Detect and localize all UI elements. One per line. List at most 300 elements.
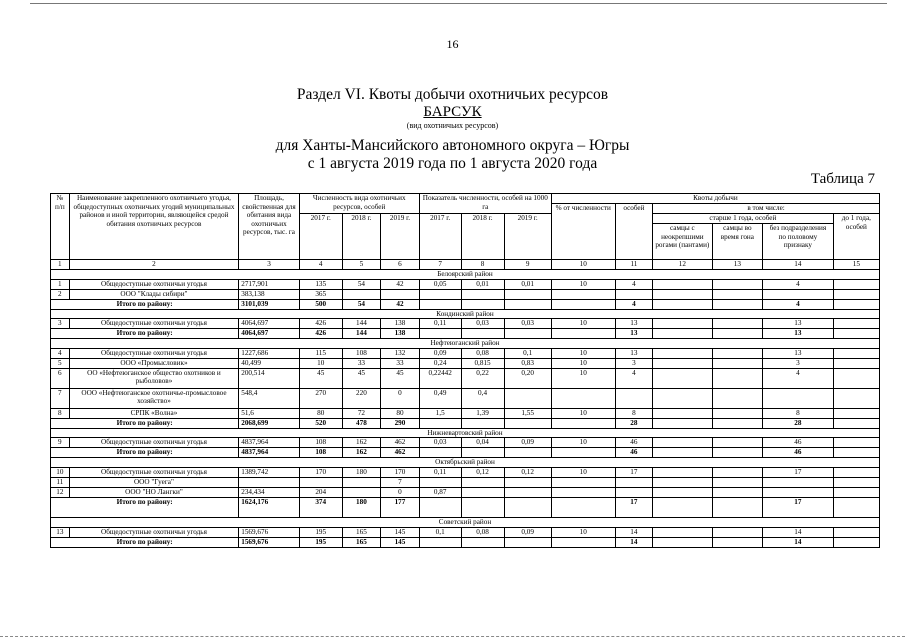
row-num: 12 <box>51 487 70 497</box>
density-2018 <box>461 477 504 487</box>
total-density-2019 <box>504 537 551 547</box>
header-2018-count: 2018 г. <box>342 214 381 260</box>
total-density-2019 <box>504 329 551 339</box>
quota-percent: 10 <box>551 467 615 477</box>
quota-percent: 10 <box>551 358 615 368</box>
area-value: 234,434 <box>239 487 300 497</box>
quota-no-sex <box>763 487 833 497</box>
density-2017: 0,05 <box>419 279 461 289</box>
quota-under1 <box>833 368 879 388</box>
district-total-row <box>51 448 880 458</box>
density-2019: 0,03 <box>504 319 551 329</box>
count-2018: 162 <box>342 438 381 448</box>
total-label: Итого по району: <box>51 537 239 547</box>
count-2017: 204 <box>299 487 342 497</box>
total-area: 4064,697 <box>239 329 300 339</box>
district-row <box>51 270 880 280</box>
table-row <box>51 279 880 289</box>
quota-under1 <box>833 358 879 368</box>
density-2018: 0,12 <box>461 467 504 477</box>
total-count-2017: 195 <box>299 537 342 547</box>
header-2019-count: 2019 г. <box>381 214 420 260</box>
quota-percent <box>551 487 615 497</box>
quota-rut <box>712 279 763 289</box>
quota-males <box>653 477 712 487</box>
total-density-2018 <box>461 537 504 547</box>
column-number: 8 <box>461 260 504 270</box>
region-period-title <box>0 137 905 173</box>
quota-percent: 10 <box>551 368 615 388</box>
quota-rut <box>712 289 763 299</box>
count-2017: 80 <box>299 408 342 418</box>
quota-males <box>653 467 712 477</box>
total-quota-individuals: 46 <box>615 448 652 458</box>
period-line: с 1 августа 2019 года по 1 августа 2020 года <box>307 155 598 172</box>
quota-under1 <box>833 348 879 358</box>
total-percent <box>551 299 615 309</box>
area-value: 548,4 <box>239 388 300 408</box>
density-2017: 0,09 <box>419 348 461 358</box>
quota-individuals: 14 <box>615 527 652 537</box>
hunting-ground-name: ООО "Гуега" <box>69 477 239 487</box>
density-2017: 0,87 <box>419 487 461 497</box>
density-2018: 0,22 <box>461 368 504 388</box>
density-2019: 1,55 <box>504 408 551 418</box>
total-area: 1624,176 <box>239 497 300 517</box>
hunting-ground-name: ООО «Нефтеюганское охотничье-промысловое хозяйство» <box>69 388 239 408</box>
count-2019: 0 <box>381 487 420 497</box>
column-number: 13 <box>712 260 763 270</box>
count-2017: 10 <box>299 358 342 368</box>
total-count-2017: 426 <box>299 329 342 339</box>
total-count-2018: 54 <box>342 299 381 309</box>
count-2019: 33 <box>381 358 420 368</box>
hunting-ground-name: Общедоступные охотничьи угодья <box>69 348 239 358</box>
quota-percent <box>551 477 615 487</box>
quota-individuals <box>615 487 652 497</box>
quota-no-sex <box>763 388 833 408</box>
total-rut <box>712 329 763 339</box>
total-percent <box>551 448 615 458</box>
total-under1 <box>833 299 879 309</box>
section-title: Раздел VI. Квоты добычи охотничьих ресурсов <box>296 86 609 103</box>
total-count-2019: 138 <box>381 329 420 339</box>
district-title: Нижневартовский район <box>51 428 880 438</box>
count-2018 <box>342 487 381 497</box>
density-2018: 0,08 <box>461 348 504 358</box>
area-value <box>239 477 300 487</box>
total-count-2018: 180 <box>342 497 381 517</box>
table-row <box>51 487 880 497</box>
total-males <box>653 497 712 517</box>
header-2018-density: 2018 г. <box>461 214 504 260</box>
count-2017: 45 <box>299 368 342 388</box>
total-count-2019: 290 <box>381 418 420 428</box>
count-2019 <box>381 289 420 299</box>
row-num: 6 <box>51 368 70 388</box>
count-2018 <box>342 289 381 299</box>
total-males <box>653 299 712 309</box>
table-row <box>51 348 880 358</box>
total-label: Итого по району: <box>51 418 239 428</box>
area-value: 1569,676 <box>239 527 300 537</box>
total-density-2019 <box>504 448 551 458</box>
total-density-2018 <box>461 497 504 517</box>
quota-individuals <box>615 289 652 299</box>
count-2019: 0 <box>381 388 420 408</box>
quota-under1 <box>833 477 879 487</box>
column-number: 5 <box>342 260 381 270</box>
total-no-sex: 17 <box>763 497 833 517</box>
density-2017: 0,49 <box>419 388 461 408</box>
quota-under1 <box>833 438 879 448</box>
quota-no-sex <box>763 289 833 299</box>
total-count-2017: 374 <box>299 497 342 517</box>
total-rut <box>712 497 763 517</box>
page-cutoff <box>50 598 880 640</box>
quota-males <box>653 408 712 418</box>
density-2017: 0,1 <box>419 527 461 537</box>
quota-males <box>653 388 712 408</box>
total-label: Итого по району: <box>51 497 239 517</box>
density-2019 <box>504 487 551 497</box>
total-no-sex: 28 <box>763 418 833 428</box>
total-count-2019: 462 <box>381 448 420 458</box>
count-2018: 72 <box>342 408 381 418</box>
count-2017: 270 <box>299 388 342 408</box>
header-individuals: особей <box>615 204 652 260</box>
district-total-row <box>51 299 880 309</box>
quota-no-sex: 4 <box>763 368 833 388</box>
count-2018 <box>342 477 381 487</box>
row-num: 4 <box>51 348 70 358</box>
quota-rut <box>712 348 763 358</box>
district-title: Белоярский район <box>51 270 880 280</box>
density-2017: 0,11 <box>419 319 461 329</box>
count-2017: 115 <box>299 348 342 358</box>
quota-rut <box>712 408 763 418</box>
total-males <box>653 537 712 547</box>
quota-under1 <box>833 408 879 418</box>
table-row <box>51 368 880 388</box>
count-2018: 180 <box>342 467 381 477</box>
count-2018: 45 <box>342 368 381 388</box>
header-males: самцы с неокрепшими рогами (пантами) <box>653 224 712 260</box>
density-2018: 0,01 <box>461 279 504 289</box>
total-percent <box>551 497 615 517</box>
quota-rut <box>712 467 763 477</box>
table-label: Таблица 7 <box>810 171 875 187</box>
district-row <box>51 428 880 438</box>
quota-under1 <box>833 487 879 497</box>
column-number: 7 <box>419 260 461 270</box>
quota-individuals: 8 <box>615 408 652 418</box>
quota-percent: 10 <box>551 527 615 537</box>
total-count-2018: 478 <box>342 418 381 428</box>
header-including: в том числе: <box>653 204 880 214</box>
total-under1 <box>833 497 879 517</box>
quota-percent: 10 <box>551 408 615 418</box>
density-2019 <box>504 477 551 487</box>
quota-males <box>653 348 712 358</box>
quota-males <box>653 319 712 329</box>
density-2017 <box>419 289 461 299</box>
total-count-2017: 108 <box>299 448 342 458</box>
count-2019: 7 <box>381 477 420 487</box>
quota-males <box>653 289 712 299</box>
total-percent <box>551 329 615 339</box>
total-under1 <box>833 418 879 428</box>
hunting-ground-name: ООО «Промысловик» <box>69 358 239 368</box>
hunting-ground-name: Общедоступные охотничьи угодья <box>69 319 239 329</box>
row-num: 10 <box>51 467 70 477</box>
quota-males <box>653 279 712 289</box>
count-2019: 80 <box>381 408 420 418</box>
count-2018: 220 <box>342 388 381 408</box>
count-2019: 45 <box>381 368 420 388</box>
table-row <box>51 527 880 537</box>
quota-males <box>653 527 712 537</box>
total-rut <box>712 299 763 309</box>
row-num: 8 <box>51 408 70 418</box>
density-2018: 1,39 <box>461 408 504 418</box>
total-density-2018 <box>461 418 504 428</box>
total-count-2017: 500 <box>299 299 342 309</box>
total-quota-individuals: 4 <box>615 299 652 309</box>
quota-rut <box>712 319 763 329</box>
total-males <box>653 448 712 458</box>
total-area: 4837,964 <box>239 448 300 458</box>
count-2019: 462 <box>381 438 420 448</box>
header-under1: до 1 года, особей <box>833 214 879 260</box>
total-under1 <box>833 537 879 547</box>
table-row <box>51 319 880 329</box>
density-2017: 0,22442 <box>419 368 461 388</box>
hunting-ground-name: Общедоступные охотничьи угодья <box>69 527 239 537</box>
count-2017: 365 <box>299 289 342 299</box>
quota-rut <box>712 438 763 448</box>
column-number: 6 <box>381 260 420 270</box>
area-value: 4064,697 <box>239 319 300 329</box>
total-no-sex: 4 <box>763 299 833 309</box>
district-title: Советский район <box>51 517 880 527</box>
total-count-2019: 42 <box>381 299 420 309</box>
density-2018: 0,08 <box>461 527 504 537</box>
count-2017: 426 <box>299 319 342 329</box>
header-older: старше 1 года, особей <box>653 214 834 224</box>
hunting-ground-name: ООО "Клады сибири" <box>69 289 239 299</box>
total-under1 <box>833 448 879 458</box>
hunting-ground-name: Общедоступные охотничьи угодья <box>69 279 239 289</box>
total-density-2017 <box>419 299 461 309</box>
header-2017-density: 2017 г. <box>419 214 461 260</box>
total-quota-individuals: 13 <box>615 329 652 339</box>
total-quota-individuals: 17 <box>615 497 652 517</box>
district-total-row <box>51 537 880 547</box>
quota-percent <box>551 289 615 299</box>
area-value: 40,499 <box>239 358 300 368</box>
density-2019: 0,01 <box>504 279 551 289</box>
total-count-2019: 145 <box>381 537 420 547</box>
density-2019: 0,20 <box>504 368 551 388</box>
density-2017: 0,24 <box>419 358 461 368</box>
count-2017: 170 <box>299 467 342 477</box>
density-2018: 0,04 <box>461 438 504 448</box>
quota-males <box>653 368 712 388</box>
quota-under1 <box>833 467 879 477</box>
row-num: 3 <box>51 319 70 329</box>
quota-no-sex: 13 <box>763 348 833 358</box>
total-under1 <box>833 329 879 339</box>
row-num: 5 <box>51 358 70 368</box>
density-2019: 0,1 <box>504 348 551 358</box>
region-line: для Ханты-Мансийского автономного округа – Югры <box>275 137 630 154</box>
count-2019: 138 <box>381 319 420 329</box>
header-2017-count: 2017 г. <box>299 214 342 260</box>
quota-percent <box>551 388 615 408</box>
total-label: Итого по району: <box>51 448 239 458</box>
table-row <box>51 467 880 477</box>
quota-rut <box>712 487 763 497</box>
quota-rut <box>712 527 763 537</box>
count-2019: 170 <box>381 467 420 477</box>
total-density-2018 <box>461 448 504 458</box>
count-2018: 144 <box>342 319 381 329</box>
area-value: 200,514 <box>239 368 300 388</box>
row-num: 7 <box>51 388 70 408</box>
density-2019: 0,09 <box>504 527 551 537</box>
quota-individuals: 13 <box>615 348 652 358</box>
quota-no-sex: 3 <box>763 358 833 368</box>
density-2018 <box>461 289 504 299</box>
table-row <box>51 289 880 299</box>
quota-under1 <box>833 527 879 537</box>
density-2019 <box>504 388 551 408</box>
density-2018: 0,03 <box>461 319 504 329</box>
row-num: 11 <box>51 477 70 487</box>
density-2019: 0,09 <box>504 438 551 448</box>
hunting-ground-name: СРПК «Волна» <box>69 408 239 418</box>
total-percent <box>551 537 615 547</box>
quota-individuals: 4 <box>615 279 652 289</box>
column-number-row <box>51 260 880 270</box>
district-total-row <box>51 497 880 517</box>
row-num: 13 <box>51 527 70 537</box>
total-area: 1569,676 <box>239 537 300 547</box>
district-total-row <box>51 418 880 428</box>
count-2018: 165 <box>342 527 381 537</box>
count-2017: 108 <box>299 438 342 448</box>
total-density-2017 <box>419 329 461 339</box>
total-density-2019 <box>504 497 551 517</box>
column-number: 3 <box>239 260 300 270</box>
header-area: Площадь, свойственная для обитания вида охотничьих ресурсов, тыс. га <box>239 194 300 260</box>
header-rut: самцы во время гона <box>712 224 763 260</box>
count-2017: 135 <box>299 279 342 289</box>
count-2019: 145 <box>381 527 420 537</box>
quota-males <box>653 358 712 368</box>
area-value: 383,138 <box>239 289 300 299</box>
area-value: 4837,964 <box>239 438 300 448</box>
bottom-scan-line <box>0 636 905 637</box>
quota-individuals <box>615 388 652 408</box>
count-2017: 195 <box>299 527 342 537</box>
table-row <box>51 388 880 408</box>
district-title: Кондинский район <box>51 309 880 319</box>
total-density-2019 <box>504 299 551 309</box>
total-area: 3101,039 <box>239 299 300 309</box>
quota-percent: 10 <box>551 348 615 358</box>
hunting-ground-name: Общедоступные охотничьи угодья <box>69 467 239 477</box>
column-number: 12 <box>653 260 712 270</box>
quota-rut <box>712 388 763 408</box>
density-2019 <box>504 289 551 299</box>
density-2017 <box>419 477 461 487</box>
quota-no-sex: 13 <box>763 319 833 329</box>
column-number: 15 <box>833 260 879 270</box>
species-name: БАРСУК <box>423 104 482 120</box>
total-density-2017 <box>419 418 461 428</box>
header-2019-density: 2019 г. <box>504 214 551 260</box>
density-2018: 0,4 <box>461 388 504 408</box>
district-row <box>51 517 880 527</box>
column-number: 14 <box>763 260 833 270</box>
quota-percent: 10 <box>551 438 615 448</box>
quota-individuals: 4 <box>615 368 652 388</box>
total-males <box>653 418 712 428</box>
total-rut <box>712 448 763 458</box>
total-quota-individuals: 28 <box>615 418 652 428</box>
total-density-2017 <box>419 497 461 517</box>
species-note: (вид охотничьих ресурсов) <box>406 121 499 130</box>
quota-under1 <box>833 279 879 289</box>
density-2017: 1,5 <box>419 408 461 418</box>
count-2018: 54 <box>342 279 381 289</box>
total-males <box>653 329 712 339</box>
header-name: Наименование закрепленного охотничьего угодья, общедоступных охотничьих угодий муниципальных районов и иной территории, являющейся средой обитания охотничьих ресурсов <box>69 194 239 260</box>
count-2018: 33 <box>342 358 381 368</box>
quota-individuals: 3 <box>615 358 652 368</box>
total-no-sex: 46 <box>763 448 833 458</box>
column-number: 4 <box>299 260 342 270</box>
quota-individuals <box>615 477 652 487</box>
header-density: Показатель численности, особей на 1000 га <box>419 194 551 214</box>
total-count-2019: 177 <box>381 497 420 517</box>
header-pct: % от численности <box>551 204 615 260</box>
district-title: Нефтеюганский район <box>51 339 880 349</box>
district-title: Октябрьский район <box>51 458 880 468</box>
total-density-2018 <box>461 299 504 309</box>
quota-rut <box>712 358 763 368</box>
table-row <box>51 477 880 487</box>
district-total-row <box>51 329 880 339</box>
quota-no-sex: 4 <box>763 279 833 289</box>
quota-no-sex <box>763 477 833 487</box>
quota-table <box>50 193 880 548</box>
top-scan-line <box>30 3 887 4</box>
density-2017: 0,11 <box>419 467 461 477</box>
total-rut <box>712 537 763 547</box>
quota-males <box>653 487 712 497</box>
quota-rut <box>712 477 763 487</box>
hunting-ground-name: Общедоступные охотничьи угодья <box>69 438 239 448</box>
district-row <box>51 309 880 319</box>
district-row <box>51 339 880 349</box>
header-quota: Квоты добычи <box>551 194 879 204</box>
column-number: 11 <box>615 260 652 270</box>
quota-no-sex: 14 <box>763 527 833 537</box>
header-num: № п/п <box>51 194 70 260</box>
